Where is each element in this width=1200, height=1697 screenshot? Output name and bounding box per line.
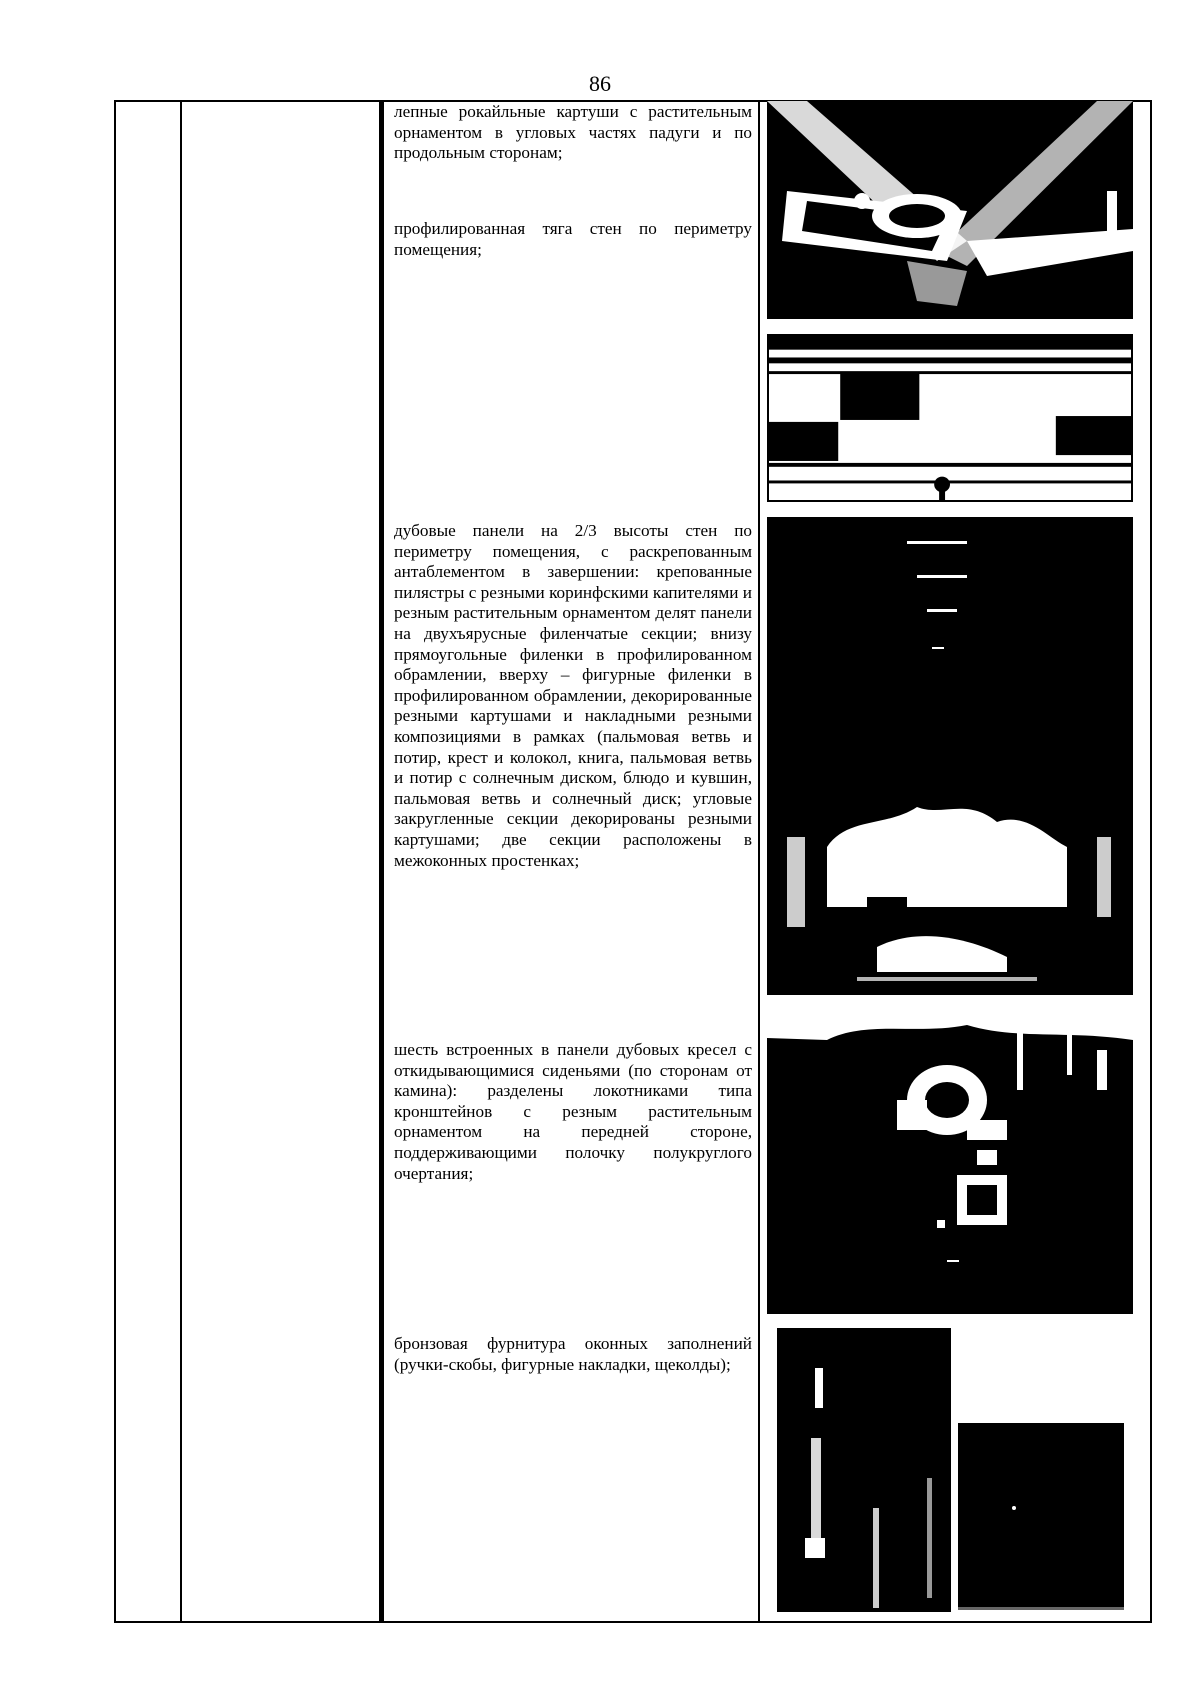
entry-text: профилированная тяга стен по периметру помещения; — [394, 219, 752, 259]
photo-window-latch — [958, 1423, 1124, 1610]
photo-armchairs — [767, 1010, 1133, 1314]
photo-wall-cornice — [767, 334, 1133, 502]
column-divider-8 — [758, 102, 760, 1621]
entry-window-hardware — [394, 1334, 752, 1375]
column-divider-1 — [180, 102, 182, 1621]
photo-oak-panels — [767, 517, 1133, 995]
entry-text: бронзовая фурнитура оконных заполнений (ручки-скобы, фигурные накладки, щеколды); — [394, 1334, 752, 1374]
entry-text: шесть встроенных в панели дубовых кресел с откидывающимися сиденьями (по сторонам от камина): разделены локотниками типа кронштейнов с резным растительным орнаментом на передней стороне, поддерживающими полочку полукруглого очертания; — [394, 1040, 752, 1183]
photo-ceiling-cartouche — [767, 101, 1133, 319]
entry-wall-cornice — [394, 219, 752, 260]
page-number: 86 — [589, 71, 611, 96]
column-divider-4 — [382, 102, 384, 1621]
entry-oak-panels — [394, 521, 752, 871]
entry-text: лепные рокайльные картуши с растительным орнаментом в угловых частях падуги и по продольным сторонам; — [394, 102, 752, 163]
entry-text: дубовые панели на 2/3 высоты стен по периметру помещения, с раскрепованным антаблементом в завершении: крепованные пилястры с резными коринфскими капителями и резным растительным орнаментом делят панели на двухъярусные филенчатые секции; внизу прямоугольные филенки в профилированном обрамлении, вверху – фигурные филенки в профилированном обрамлении, декорированные резными картушами и накладными резными композициями в рамках (пальмовая ветвь и потир, крест и колокол, книга, пальмовая ветвь и потир с солнечным диском, блюдо и кувшин, пальмовая ветвь и солнечный диск; угловые закругленные секции декорированы резными картушами; две секции расположены в межоконных простенках; — [394, 521, 752, 870]
entry-cartouches — [394, 102, 752, 164]
entry-armchairs — [394, 1040, 752, 1184]
photo-window-handle — [777, 1328, 951, 1612]
column-divider-7 — [380, 102, 382, 1621]
